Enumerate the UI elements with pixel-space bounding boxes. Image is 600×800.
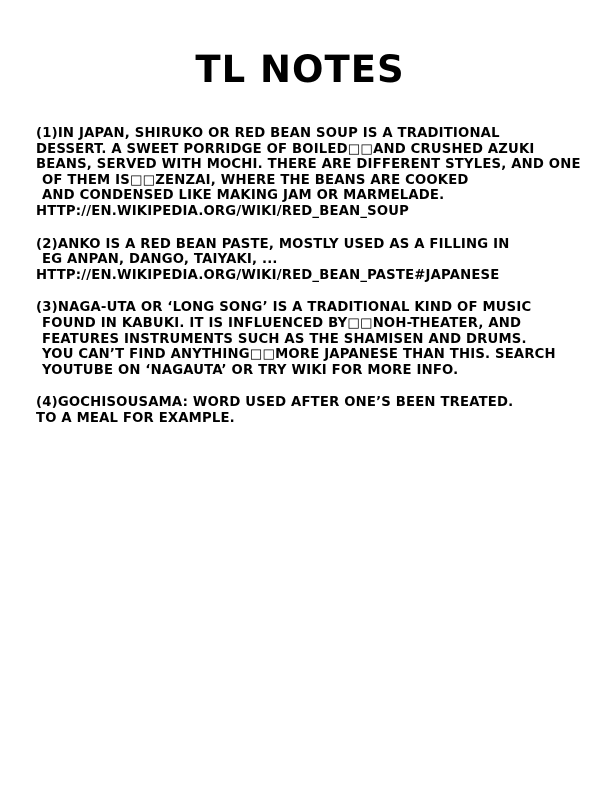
- notes-list: [36, 126, 580, 444]
- note-line: YOU CAN’T FIND ANYTHING□□MORE JAPANESE THAN THIS. SEARCH: [42, 347, 556, 363]
- note-line-url: HTTP://EN.WIKIPEDIA.ORG/WIKI/RED_BEAN_PASTE#JAPANESE: [36, 267, 500, 283]
- note-line: AND CONDENSED LIKE MAKING JAM OR MARMELADE.: [42, 188, 445, 204]
- note-line: OF THEM IS□□ZENZAI, WHERE THE BEANS ARE COOKED: [42, 172, 469, 188]
- note-line: BEANS, SERVED WITH MOCHI. THERE ARE DIFFERENT STYLES, AND ONE: [36, 157, 581, 173]
- note-line: FOUND IN KABUKI. IT IS INFLUENCED BY□□NOH-THEATER, AND: [42, 315, 522, 331]
- note-item: [36, 126, 580, 220]
- note-line: EG ANPAN, DANGO, TAIYAKI, ...: [42, 252, 278, 268]
- note-line: (2)ANKO IS A RED BEAN PASTE, MOSTLY USED AS A FILLING IN: [36, 236, 510, 252]
- note-line: (3)NAGA-UTA OR ‘LONG SONG’ IS A TRADITIONAL KIND OF MUSIC: [36, 300, 532, 316]
- note-item: [36, 300, 580, 378]
- page-title: TL NOTES: [195, 48, 405, 91]
- note-line: TO A MEAL FOR EXAMPLE.: [36, 410, 235, 426]
- note-line: YOUTUBE ON ‘NAGAUTA’ OR TRY WIKI FOR MORE INFO.: [42, 362, 459, 378]
- note-line: (4)GOCHISOUSAMA: WORD USED AFTER ONE’S BEEN TREATED.: [36, 395, 514, 411]
- note-item: [36, 237, 580, 284]
- note-line: DESSERT. A SWEET PORRIDGE OF BOILED□□AND CRUSHED AZUKI: [36, 141, 535, 157]
- note-line: (1)IN JAPAN, SHIRUKO OR RED BEAN SOUP IS A TRADITIONAL: [36, 126, 500, 141]
- note-item: [36, 395, 580, 426]
- note-line-url: HTTP://EN.WIKIPEDIA.ORG/WIKI/RED_BEAN_SOUP: [36, 203, 410, 219]
- note-line: FEATURES INSTRUMENTS SUCH AS THE SHAMISEN AND DRUMS.: [42, 331, 527, 347]
